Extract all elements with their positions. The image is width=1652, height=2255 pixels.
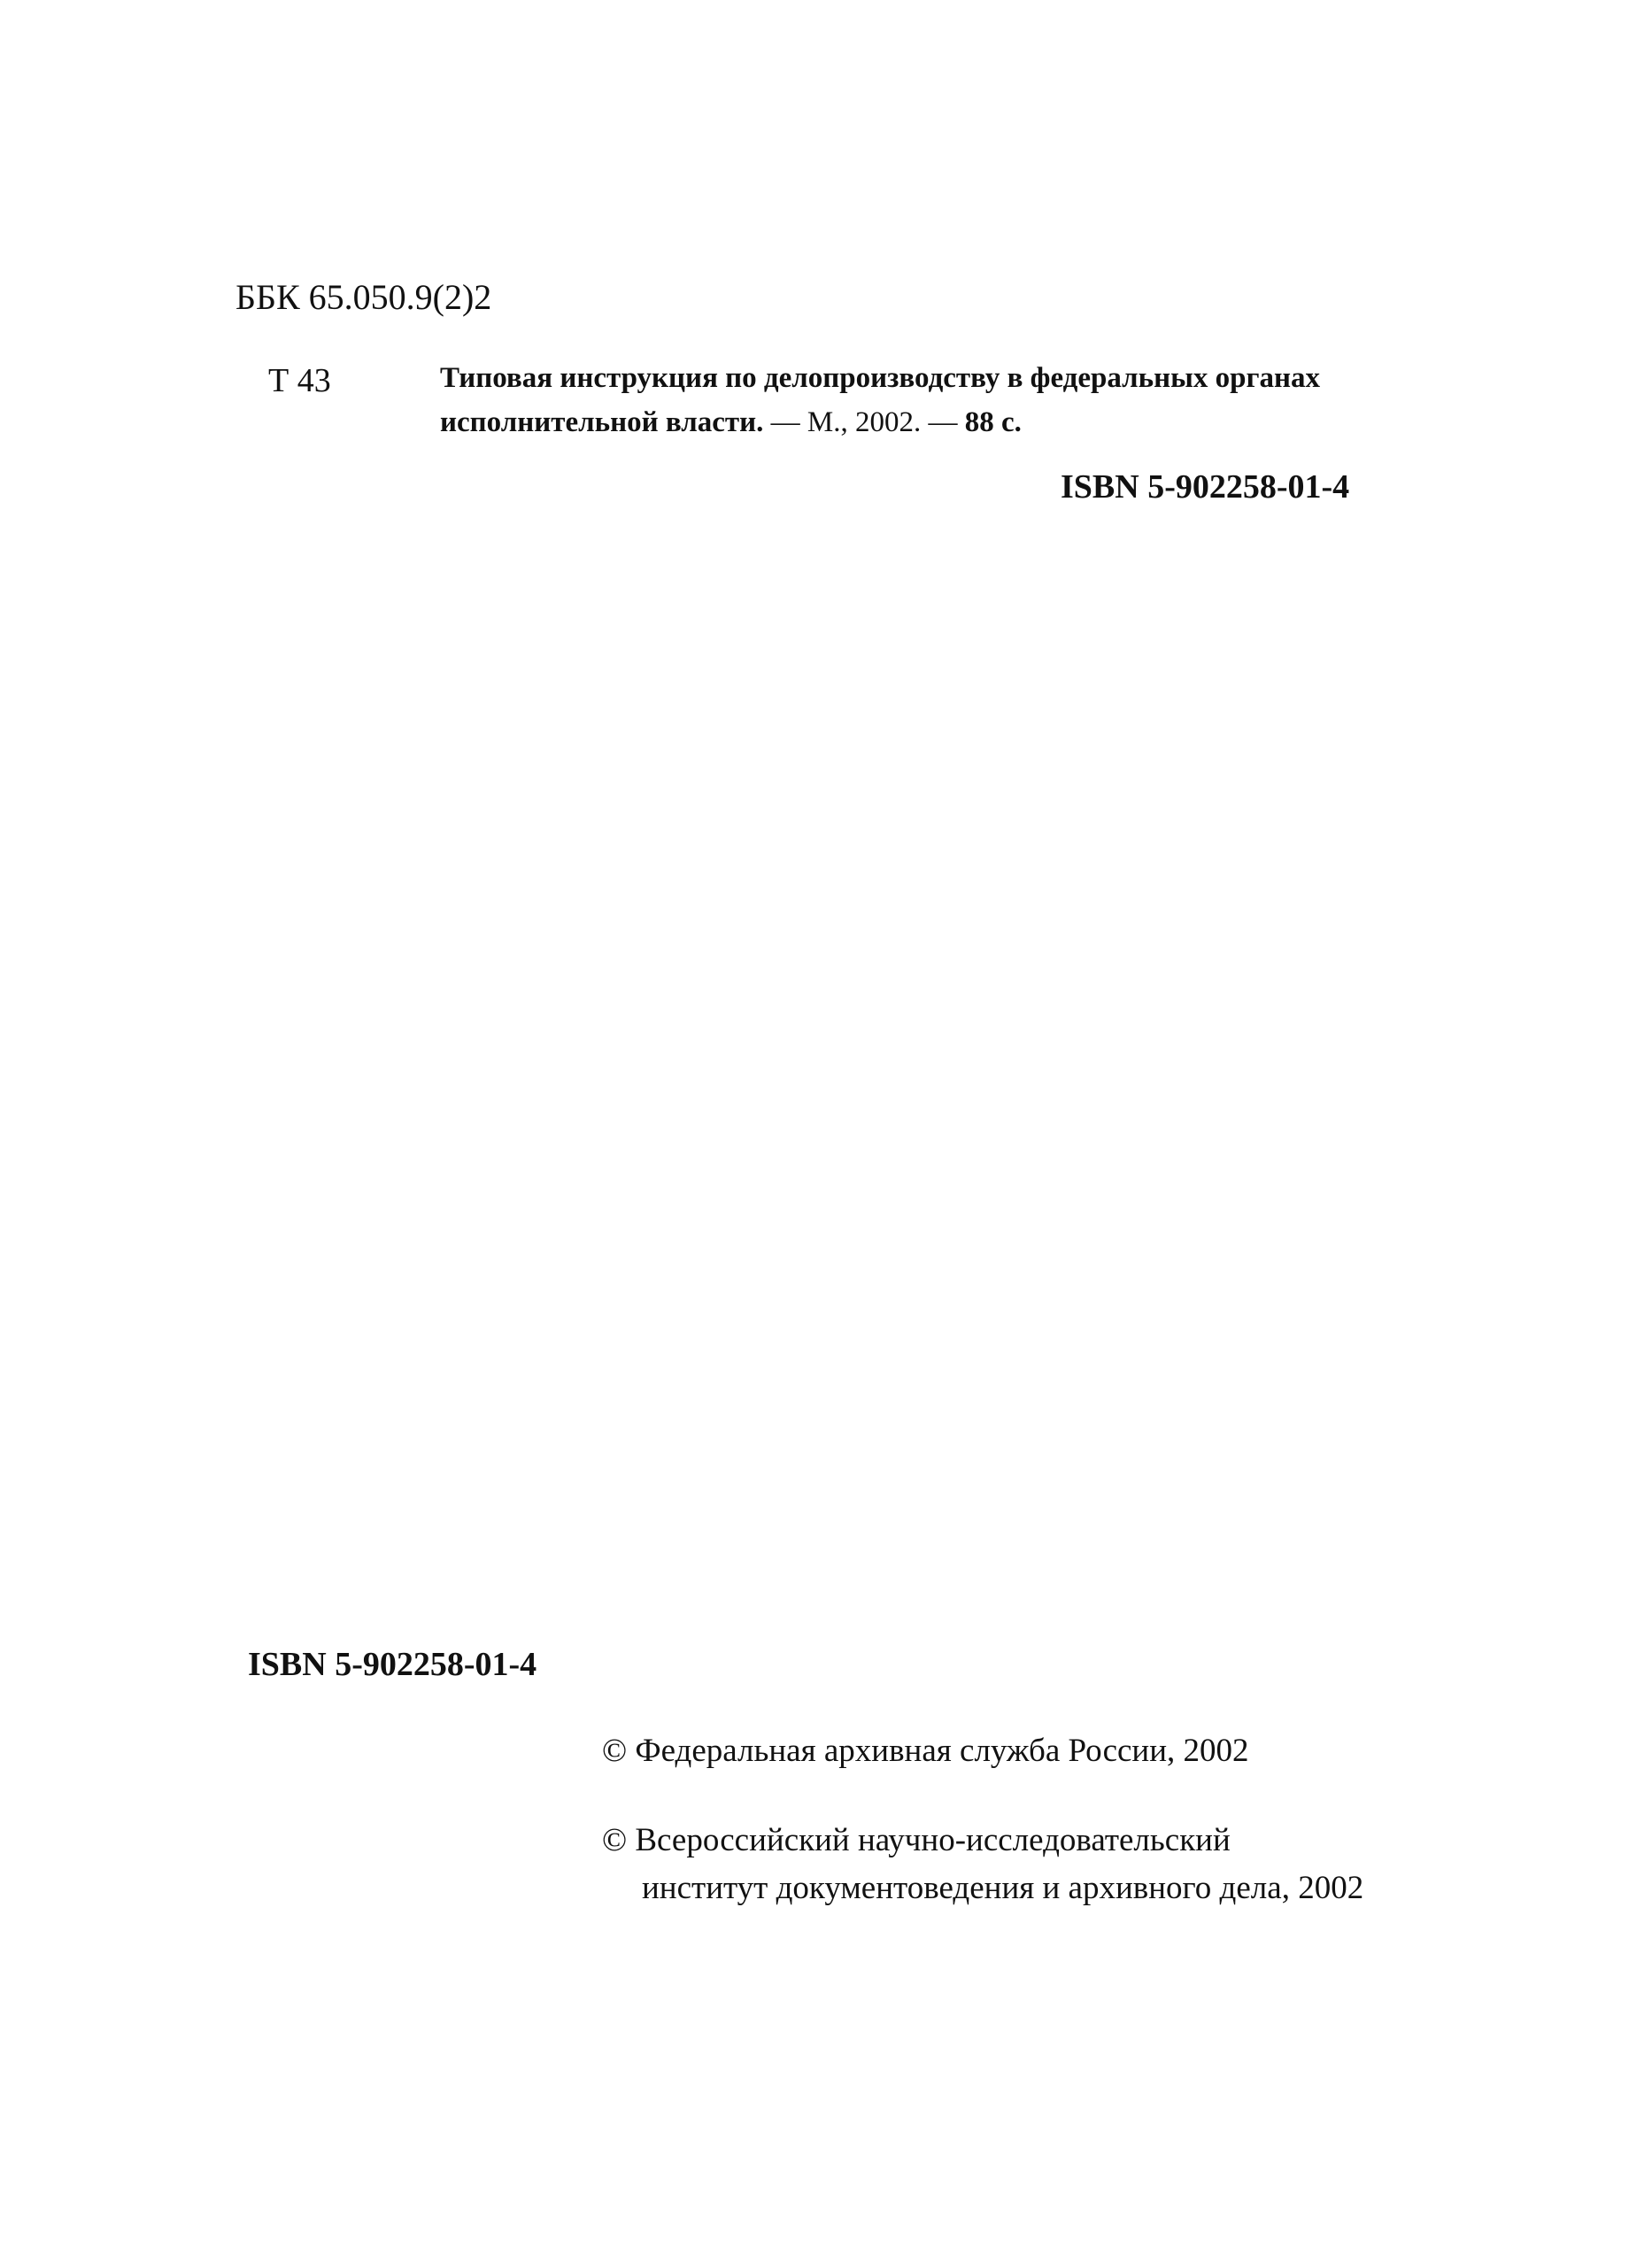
copyright-research-institute [602, 1817, 1470, 1912]
isbn-top: ISBN 5-902258-01-4 [1061, 468, 1350, 506]
copyright-institute-line2: институт документоведения и архивного дела, 2002 [642, 1870, 1364, 1906]
copyright-institute-line1: © Всероссийский научно-исследовательский [602, 1822, 1231, 1858]
book-title: Типовая инструкция по делопроизводству в федеральных органах исполнительной власти. [440, 362, 1321, 438]
imprint: — М., 2002. — [763, 406, 965, 438]
catalog-code: Т 43 [268, 362, 331, 399]
bibliographic-description [440, 356, 1432, 444]
copyright-archive-service: © Федеральная архивная служба России, 2002 [602, 1733, 1249, 1769]
bbk-classification: ББК 65.050.9(2)2 [235, 277, 492, 317]
isbn-bottom: ISBN 5-902258-01-4 [248, 1646, 537, 1683]
page-count: 88 с. [964, 406, 1022, 438]
